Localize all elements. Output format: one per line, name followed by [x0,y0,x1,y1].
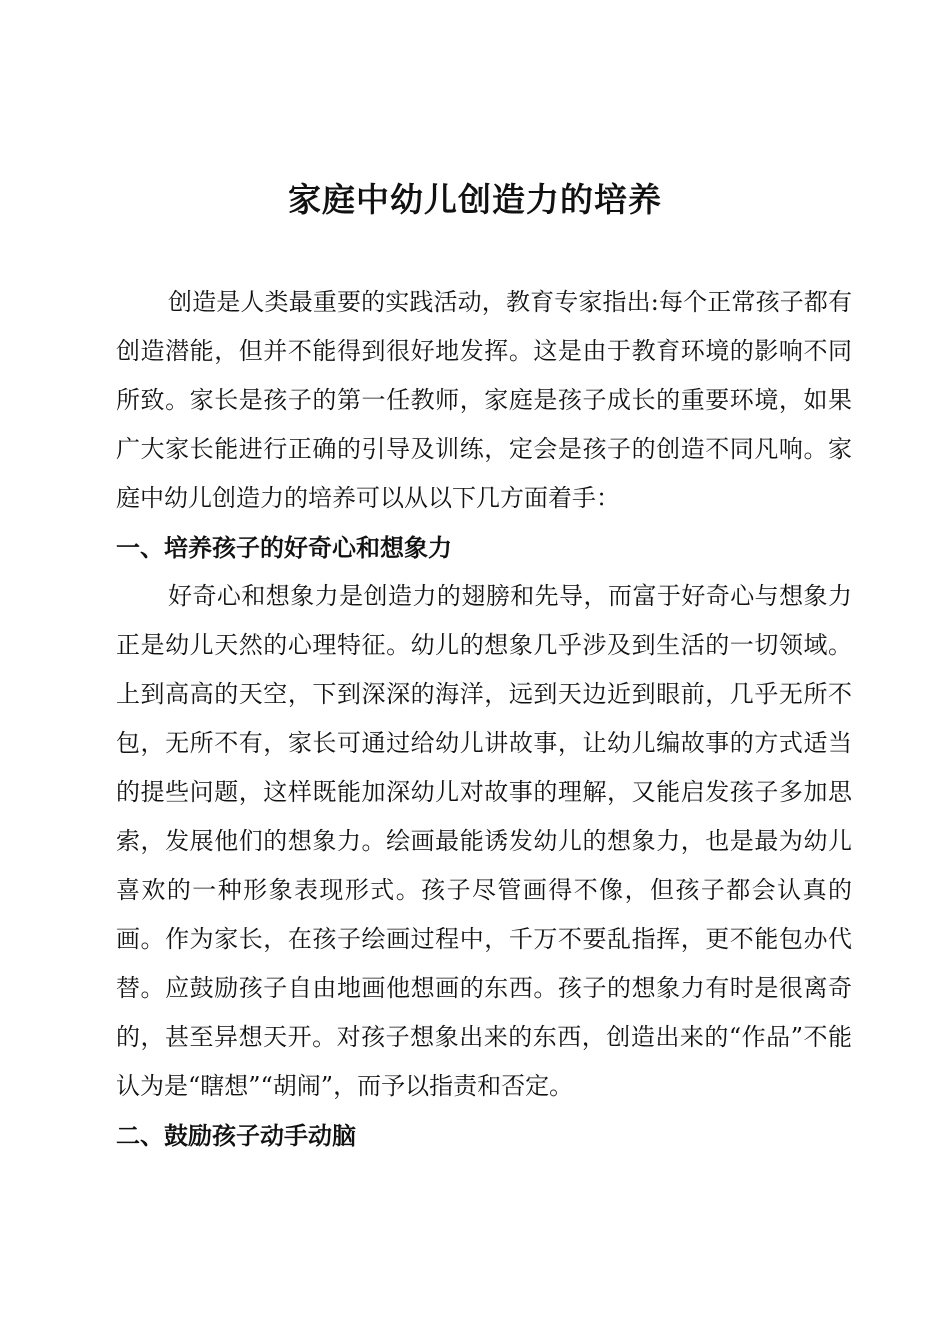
section-1-paragraph: 好奇心和想象力是创造力的翅膀和先导，而富于好奇心与想象力正是幼儿天然的心理特征。幼儿的想象几乎涉及到生活的一切领域。上到高高的天空，下到深深的海洋，远到天边近到眼前，几乎无所不包，无所不有，家长可通过给幼儿讲故事，让幼儿编故事的方式适当的提些问题，这样既能加深幼儿对故事的理解，又能启发孩子多加思索，发展他们的想象力。绘画最能诱发幼儿的想象力，也是最为幼儿喜欢的一种形象表现形式。孩子尽管画得不像，但孩子都会认真的画。作为家长，在孩子绘画过程中，千万不要乱指挥，更不能包办代替。应鼓励孩子自由地画他想画的东西。孩子的想象力有时是很离奇的，甚至异想天开。对孩子想象出来的东西，创造出来的“作品”不能认为是“瞎想”“胡闹”，而予以指责和否定。 [116,582,852,1100]
document-body [116,278,852,1160]
section-1-heading: 一、培养孩子的好奇心和想象力 [116,533,452,562]
intro-paragraph: 创造是人类最重要的实践活动，教育专家指出:每个正常孩子都有创造潜能，但并不能得到很好地发挥。这是由于教育环境的影响不同所致。家长是孩子的第一任教师，家庭是孩子成长的重要环境，如果广大家长能进行正确的引导及训练，定会是孩子的创造不同凡响。家庭中幼儿创造力的培养可以从以下几方面着手： [116,288,852,512]
document-title: 家庭中幼儿创造力的培养 [288,180,662,220]
section-2-heading: 二、鼓励孩子动手动脑 [116,1121,356,1150]
